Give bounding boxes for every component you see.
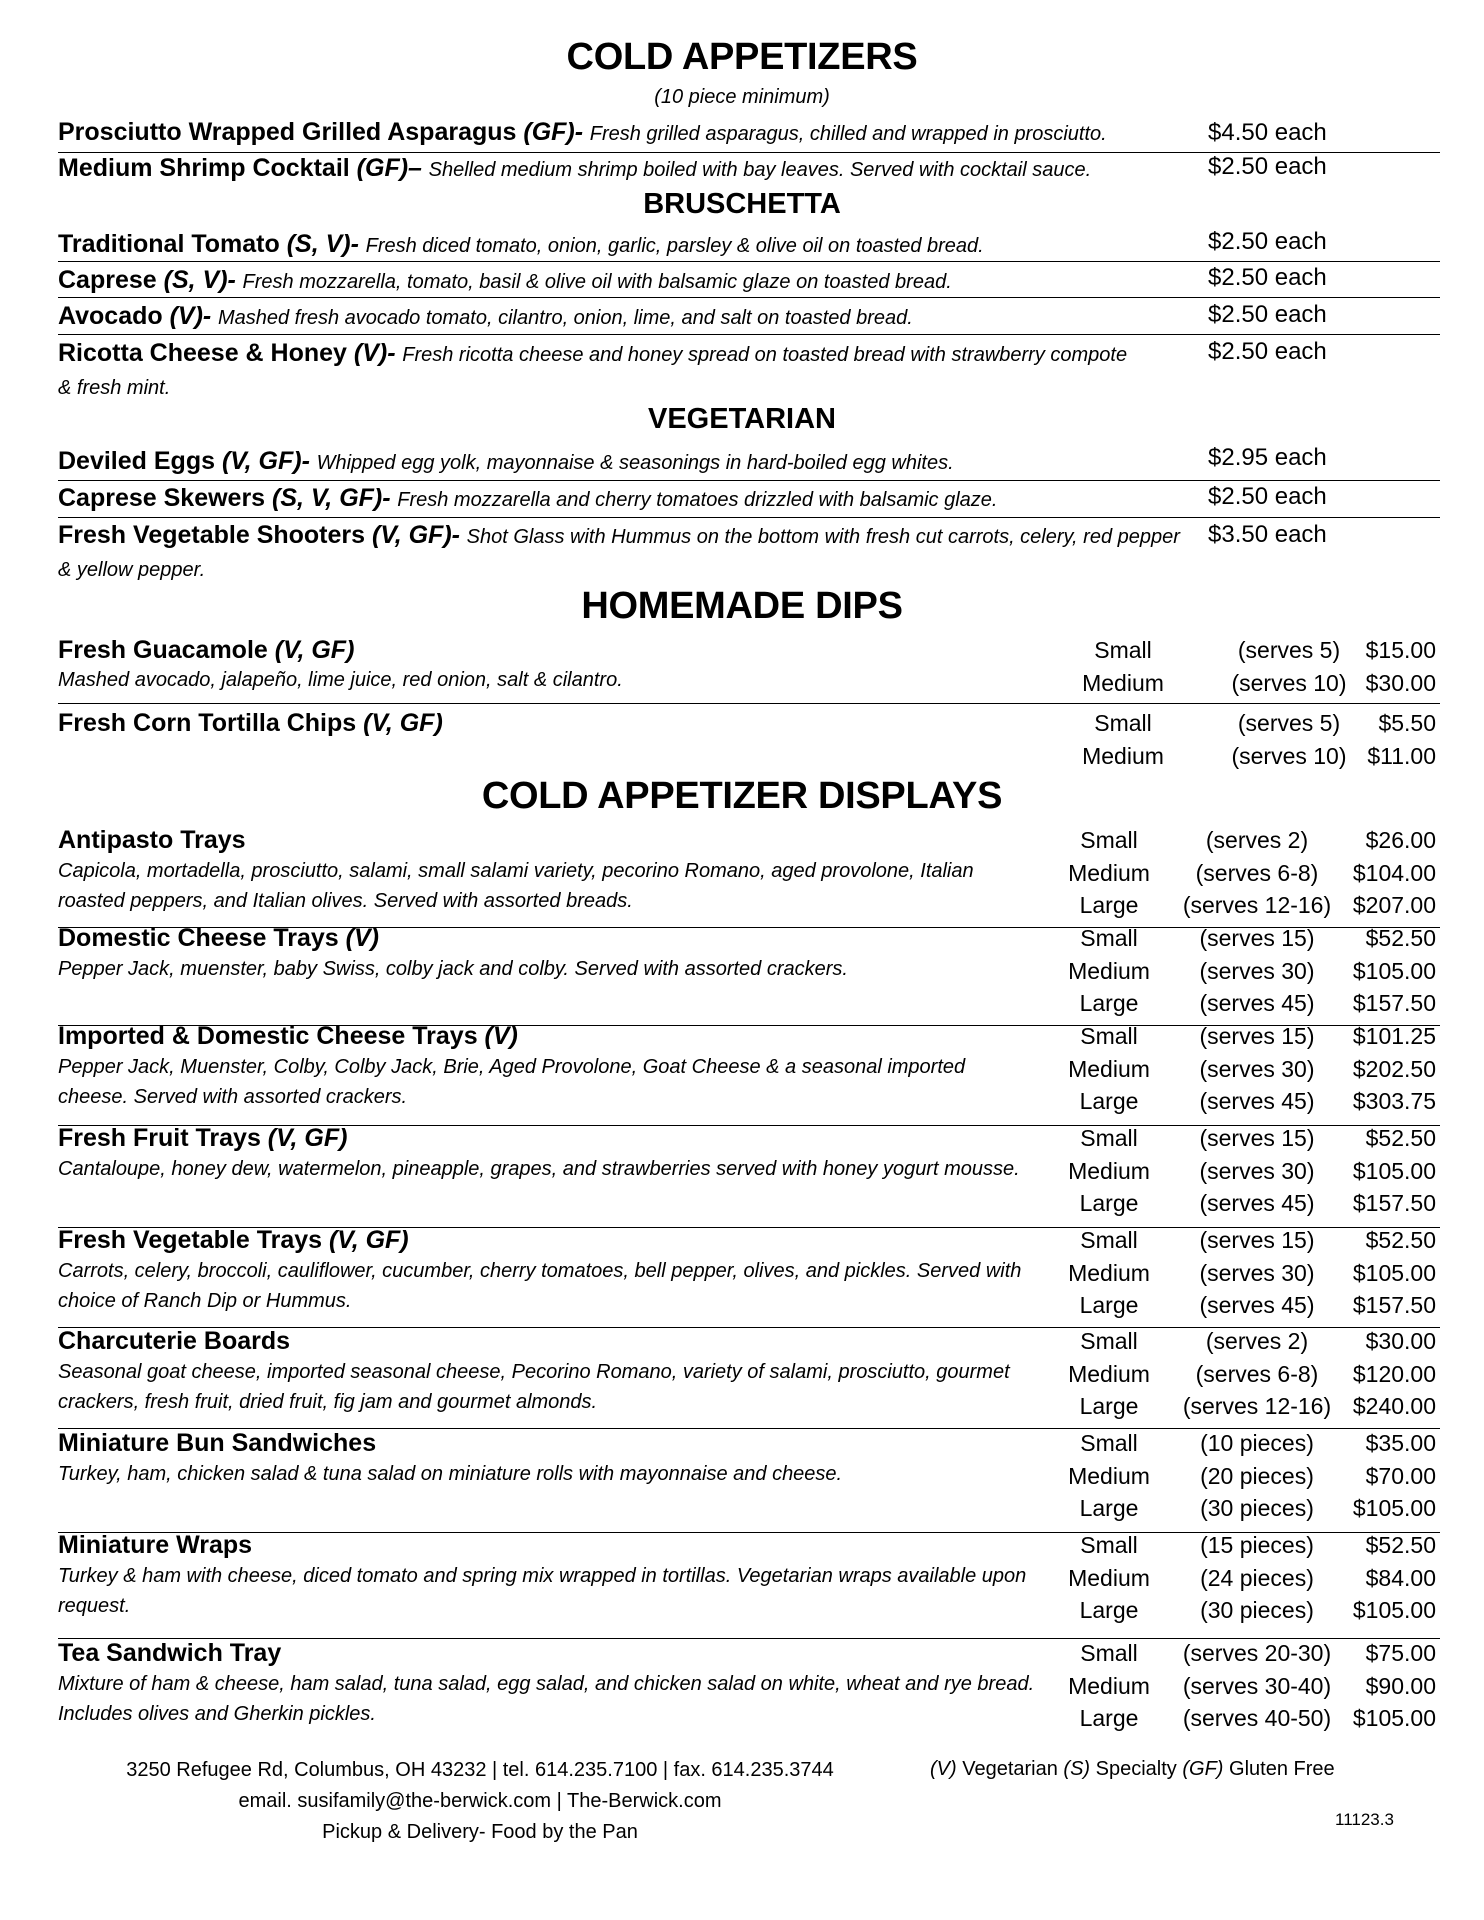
item-tag: (V, GF) bbox=[267, 1124, 348, 1152]
item-description: Fresh mozzarella and cherry tomatoes drizzled with balsamic glaze. bbox=[397, 489, 998, 511]
item-price: $26.00 bbox=[1365, 827, 1436, 853]
list-item bbox=[58, 1020, 1440, 1126]
item-price: $303.75 bbox=[1352, 1088, 1436, 1114]
item-description: Fresh ricotta cheese and honey spread on toasted bread with strawberry compote & fresh mint. bbox=[58, 344, 1128, 399]
item-name: Fresh Fruit Trays bbox=[58, 1124, 268, 1152]
item-name: Antipasto Trays bbox=[58, 826, 246, 854]
item-price: $52.50 bbox=[1365, 1532, 1436, 1558]
item-name: Fresh Vegetable Shooters bbox=[58, 521, 372, 549]
size-label: Medium bbox=[1068, 1055, 1150, 1082]
item-name: Medium Shrimp Cocktail bbox=[58, 154, 357, 182]
item-description: Shot Glass with Hummus on the bottom with fresh cut carrots, celery, red pepper & yellow pepper. bbox=[58, 526, 1180, 581]
item-tag: (V) bbox=[484, 1022, 518, 1050]
item-description: Fresh mozzarella, tomato, basil & olive oil with balsamic glaze on toasted bread. bbox=[242, 271, 952, 293]
item-name: Prosciutto Wrapped Grilled Asparagus bbox=[58, 118, 524, 146]
item-description: Mixture of ham & cheese, ham salad, tuna salad, egg salad, and chicken salad on white, wheat and rye bread. Includes olives and Gherkin pickles. bbox=[58, 1673, 1035, 1725]
item-price: $2.95 each bbox=[1208, 444, 1327, 471]
item-description: Shelled medium shrimp boiled with bay leaves. Served with cocktail sauce. bbox=[428, 159, 1092, 181]
legend-code: (V) bbox=[930, 1758, 957, 1780]
item-price: $3.50 each bbox=[1208, 521, 1327, 548]
item-price: $101.25 bbox=[1352, 1023, 1436, 1049]
serves-label: (serves 15) bbox=[1199, 925, 1315, 951]
item-name: Ricotta Cheese & Honey bbox=[58, 339, 354, 367]
size-label: Large bbox=[1079, 1292, 1139, 1318]
serves-label: (serves 45) bbox=[1199, 1292, 1315, 1318]
item-tag: (V, GF) bbox=[274, 636, 355, 664]
serves-label: (serves 6-8) bbox=[1195, 1360, 1319, 1387]
legend-label: Vegetarian bbox=[956, 1758, 1064, 1780]
list-item bbox=[58, 1224, 1440, 1328]
serves-label: (serves 15) bbox=[1199, 1227, 1315, 1253]
item-tag: (S, V)- bbox=[286, 230, 359, 258]
item-price: $2.50 each bbox=[1208, 338, 1327, 365]
item-description: Pepper Jack, muenster, baby Swiss, colby jack and colby. Served with assorted crackers. bbox=[58, 958, 848, 980]
item-name: Miniature Wraps bbox=[58, 1531, 253, 1559]
serves-label: (serves 15) bbox=[1199, 1023, 1315, 1049]
item-name: Caprese bbox=[58, 266, 164, 294]
item-name: Avocado bbox=[58, 302, 170, 330]
item-price: $105.00 bbox=[1352, 1705, 1436, 1731]
list-item bbox=[58, 1325, 1440, 1429]
footer-pickup: Pickup & Delivery- Food by the Pan bbox=[322, 1821, 638, 1843]
footer-address: 3250 Refugee Rd, Columbus, OH 43232 | tel. 614.235.7100 | fax. 614.235.3744 bbox=[126, 1759, 834, 1781]
list-item bbox=[58, 1122, 1440, 1228]
list-item bbox=[58, 1427, 1440, 1533]
serves-label: (serves 30) bbox=[1199, 1055, 1315, 1082]
item-price: $240.00 bbox=[1352, 1393, 1436, 1419]
serves-label: (serves 30) bbox=[1199, 1259, 1315, 1286]
serves-label: (serves 10) bbox=[1231, 669, 1347, 696]
item-price: $105.00 bbox=[1352, 1157, 1436, 1184]
serves-label: (serves 30) bbox=[1199, 1157, 1315, 1184]
list-item bbox=[58, 117, 1440, 153]
size-label: Small bbox=[1094, 637, 1152, 663]
item-price: $2.50 each bbox=[1208, 228, 1327, 255]
item-price: $70.00 bbox=[1365, 1462, 1436, 1489]
size-label: Medium bbox=[1068, 1462, 1150, 1489]
serves-label: (serves 12-16) bbox=[1182, 1393, 1332, 1419]
dietary-legend bbox=[930, 1758, 1335, 1781]
list-item bbox=[58, 483, 1440, 518]
item-price: $2.50 each bbox=[1208, 483, 1327, 510]
size-label: Medium bbox=[1068, 1564, 1150, 1591]
legend-code: (S) bbox=[1063, 1758, 1091, 1780]
item-price: $105.00 bbox=[1352, 1597, 1436, 1623]
serves-label: (serves 20-30) bbox=[1182, 1640, 1332, 1666]
size-label: Large bbox=[1079, 892, 1139, 918]
vegetarian-heading: VEGETARIAN bbox=[648, 403, 836, 435]
list-item bbox=[58, 519, 1440, 583]
list-item bbox=[58, 1637, 1440, 1741]
legend-label: Specialty bbox=[1090, 1758, 1183, 1780]
size-label: Large bbox=[1079, 1190, 1139, 1216]
size-label: Medium bbox=[1068, 1672, 1150, 1699]
item-tag: (GF)– bbox=[356, 154, 422, 182]
size-label: Medium bbox=[1082, 742, 1164, 769]
item-name: Caprese Skewers bbox=[58, 484, 273, 512]
item-price: $4.50 each bbox=[1208, 119, 1327, 146]
serves-label: (serves 15) bbox=[1199, 1125, 1315, 1151]
serves-label: (serves 30) bbox=[1199, 957, 1315, 984]
item-tag: (V)- bbox=[169, 302, 212, 330]
size-label: Large bbox=[1079, 990, 1139, 1016]
item-tag: (S, V, GF)- bbox=[272, 484, 391, 512]
serves-label: (15 pieces) bbox=[1200, 1532, 1314, 1558]
list-item bbox=[58, 634, 1440, 704]
item-price: $15.00 bbox=[1365, 637, 1436, 663]
size-label: Small bbox=[1094, 710, 1152, 736]
item-tag: (V, GF)- bbox=[221, 447, 310, 475]
item-description: Turkey & ham with cheese, diced tomato and spring mix wrapped in tortillas. Vegetarian wraps available upon request. bbox=[58, 1565, 1027, 1617]
item-price: $30.00 bbox=[1365, 669, 1436, 696]
item-price: $2.50 each bbox=[1208, 301, 1327, 328]
item-description: Fresh diced tomato, onion, garlic, parsley & olive oil on toasted bread. bbox=[365, 235, 984, 257]
list-item bbox=[58, 300, 1440, 335]
item-tag: (V, GF) bbox=[363, 709, 443, 737]
serves-label: (serves 10) bbox=[1231, 742, 1347, 769]
item-name: Miniature Bun Sandwiches bbox=[58, 1429, 377, 1457]
item-price: $5.50 bbox=[1378, 710, 1436, 736]
item-name: Traditional Tomato bbox=[58, 230, 287, 258]
size-label: Medium bbox=[1068, 1259, 1150, 1286]
item-description: Carrots, celery, broccoli, cauliflower, cucumber, cherry tomatoes, bell pepper, olives, and pickles. Served with choice of Ranch Dip or Hummus. bbox=[58, 1260, 1022, 1312]
list-item bbox=[58, 337, 1440, 401]
item-price: $52.50 bbox=[1365, 925, 1436, 951]
serves-label: (serves 45) bbox=[1199, 1088, 1315, 1114]
size-label: Medium bbox=[1082, 669, 1164, 696]
legend-code: (GF) bbox=[1182, 1758, 1224, 1780]
item-price: $30.00 bbox=[1365, 1328, 1436, 1354]
item-price: $105.00 bbox=[1352, 957, 1436, 984]
item-description: Cantaloupe, honey dew, watermelon, pineapple, grapes, and strawberries served with honey yogurt mousse. bbox=[58, 1158, 1020, 1180]
item-price: $104.00 bbox=[1352, 859, 1436, 886]
item-tag: (S, V)- bbox=[163, 266, 236, 294]
size-label: Medium bbox=[1068, 957, 1150, 984]
bruschetta-heading: BRUSCHETTA bbox=[643, 188, 841, 220]
serves-label: (serves 12-16) bbox=[1182, 892, 1332, 918]
item-name: Deviled Eggs bbox=[58, 447, 222, 475]
item-price: $35.00 bbox=[1365, 1430, 1436, 1456]
size-label: Large bbox=[1079, 1393, 1139, 1419]
serves-label: (serves 45) bbox=[1199, 1190, 1315, 1216]
item-tag: (V) bbox=[345, 924, 379, 952]
item-description: Mashed fresh avocado tomato, cilantro, onion, lime, and salt on toasted bread. bbox=[217, 307, 913, 329]
item-tag: (V)- bbox=[353, 339, 396, 367]
size-label: Small bbox=[1080, 1532, 1138, 1558]
item-name: Fresh Corn Tortilla Chips bbox=[58, 709, 364, 737]
item-description: Whipped egg yolk, mayonnaise & seasonings in hard-boiled egg whites. bbox=[316, 452, 954, 474]
item-price: $157.50 bbox=[1352, 1190, 1436, 1216]
size-label: Small bbox=[1080, 1430, 1138, 1456]
item-name: Imported & Domestic Cheese Trays bbox=[58, 1022, 485, 1050]
item-price: $84.00 bbox=[1365, 1564, 1436, 1591]
size-label: Small bbox=[1080, 1023, 1138, 1049]
item-price: $105.00 bbox=[1352, 1259, 1436, 1286]
size-label: Large bbox=[1079, 1705, 1139, 1731]
item-price: $11.00 bbox=[1367, 742, 1436, 769]
serves-label: (serves 40-50) bbox=[1182, 1705, 1332, 1731]
cold-appetizers-heading: COLD APPETIZERS bbox=[566, 36, 918, 78]
serves-label: (serves 2) bbox=[1205, 827, 1309, 853]
size-label: Small bbox=[1080, 827, 1138, 853]
item-name: Charcuterie Boards bbox=[58, 1327, 291, 1355]
item-tag: (V, GF)- bbox=[372, 521, 460, 549]
item-description: Pepper Jack, Muenster, Colby, Colby Jack, Brie, Aged Provolone, Goat Cheese & a seasonal imported cheese. Served with assorted crackers. bbox=[58, 1056, 966, 1108]
item-price: $207.00 bbox=[1352, 892, 1436, 918]
item-description: Turkey, ham, chicken salad & tuna salad on miniature rolls with mayonnaise and cheese. bbox=[58, 1463, 843, 1485]
item-price: $2.50 each bbox=[1208, 264, 1327, 291]
size-label: Medium bbox=[1068, 1157, 1150, 1184]
document-code: 11123.3 bbox=[1335, 1810, 1394, 1829]
list-item bbox=[58, 1529, 1440, 1639]
serves-label: (serves 5) bbox=[1237, 637, 1341, 663]
item-name: Tea Sandwich Tray bbox=[58, 1639, 282, 1667]
size-label: Small bbox=[1080, 1640, 1138, 1666]
size-label: Small bbox=[1080, 1125, 1138, 1151]
list-item bbox=[58, 707, 1440, 775]
serves-label: (24 pieces) bbox=[1200, 1564, 1314, 1591]
list-item bbox=[58, 443, 1440, 481]
item-price: $90.00 bbox=[1365, 1672, 1436, 1699]
item-description: Fresh grilled asparagus, chilled and wrapped in prosciutto. bbox=[589, 123, 1107, 145]
homemade-dips-heading: HOMEMADE DIPS bbox=[581, 585, 903, 627]
size-label: Large bbox=[1079, 1495, 1139, 1521]
item-description: Capicola, mortadella, prosciutto, salami, small salami variety, pecorino Romano, aged provolone, Italian roasted peppers, and Italian olives. Served with assorted breads. bbox=[58, 860, 974, 912]
item-tag: (GF)- bbox=[523, 118, 584, 146]
item-price: $2.50 each bbox=[1208, 153, 1327, 180]
item-price: $52.50 bbox=[1365, 1227, 1436, 1253]
serves-label: (serves 45) bbox=[1199, 990, 1315, 1016]
size-label: Large bbox=[1079, 1088, 1139, 1114]
serves-label: (serves 2) bbox=[1205, 1328, 1309, 1354]
item-description: Seasonal goat cheese, imported seasonal cheese, Pecorino Romano, variety of salami, prosciutto, gourmet crackers, fresh fruit, dried fruit, fig jam and gourmet almonds. bbox=[58, 1361, 1010, 1413]
list-item bbox=[58, 264, 1440, 298]
item-price: $157.50 bbox=[1352, 990, 1436, 1016]
item-price: $202.50 bbox=[1352, 1055, 1436, 1082]
item-name: Fresh Vegetable Trays bbox=[58, 1226, 329, 1254]
legend-label: Gluten Free bbox=[1223, 1758, 1335, 1780]
serves-label: (10 pieces) bbox=[1200, 1430, 1314, 1456]
serves-label: (serves 6-8) bbox=[1195, 859, 1319, 886]
list-item bbox=[58, 824, 1440, 928]
list-item bbox=[58, 153, 1440, 189]
serves-label: (30 pieces) bbox=[1200, 1495, 1314, 1521]
item-tag: (V, GF) bbox=[328, 1226, 409, 1254]
item-price: $52.50 bbox=[1365, 1125, 1436, 1151]
minimum-note: (10 piece minimum) bbox=[654, 86, 830, 108]
item-price: $75.00 bbox=[1365, 1640, 1436, 1666]
item-price: $157.50 bbox=[1352, 1292, 1436, 1318]
size-label: Small bbox=[1080, 925, 1138, 951]
item-price: $120.00 bbox=[1352, 1360, 1436, 1387]
serves-label: (20 pieces) bbox=[1200, 1462, 1314, 1489]
item-price: $105.00 bbox=[1352, 1495, 1436, 1521]
size-label: Medium bbox=[1068, 1360, 1150, 1387]
serves-label: (serves 5) bbox=[1237, 710, 1341, 736]
footer-email: email. susifamily@the-berwick.com | The-Berwick.com bbox=[238, 1790, 722, 1812]
serves-label: (30 pieces) bbox=[1200, 1597, 1314, 1623]
serves-label: (serves 30-40) bbox=[1182, 1672, 1332, 1699]
cold-appetizer-displays-heading: COLD APPETIZER DISPLAYS bbox=[481, 775, 1003, 817]
item-name: Domestic Cheese Trays bbox=[58, 924, 346, 952]
item-description: Mashed avocado, jalapeño, lime juice, red onion, salt & cilantro. bbox=[58, 669, 623, 691]
size-label: Small bbox=[1080, 1328, 1138, 1354]
size-label: Small bbox=[1080, 1227, 1138, 1253]
list-item bbox=[58, 229, 1440, 262]
size-label: Large bbox=[1079, 1597, 1139, 1623]
list-item bbox=[58, 922, 1440, 1026]
item-name: Fresh Guacamole bbox=[58, 636, 275, 664]
size-label: Medium bbox=[1068, 859, 1150, 886]
